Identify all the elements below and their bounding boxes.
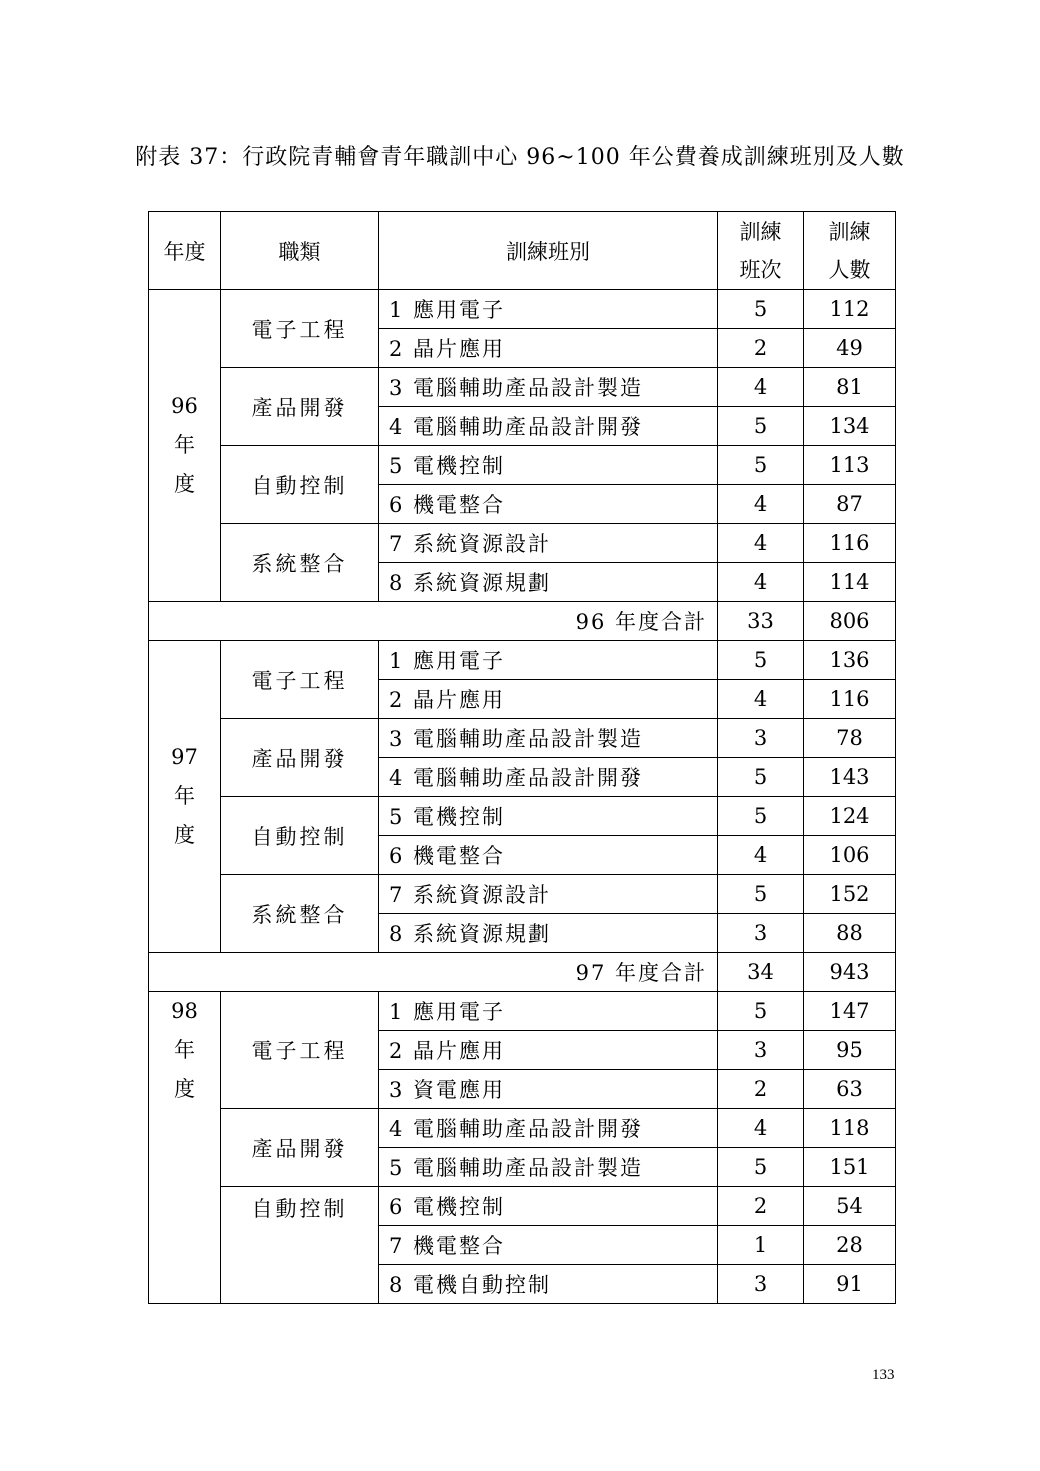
category-cell: 自動控制 [221, 797, 379, 875]
sessions-cell: 4 [718, 680, 804, 719]
course-cell: 6 機電整合 [379, 836, 718, 875]
sessions-cell: 4 [718, 836, 804, 875]
course-cell: 7 系統資源設計 [379, 524, 718, 563]
total-row [149, 953, 896, 992]
category-cell: 電子工程 [221, 641, 379, 719]
category-cell: 產品開發 [221, 719, 379, 797]
table-row [149, 992, 896, 1031]
people-cell: 116 [804, 524, 896, 563]
course-cell: 4 電腦輔助產品設計開發 [379, 1109, 718, 1148]
people-cell: 147 [804, 992, 896, 1031]
year-char: 年 [174, 1038, 195, 1062]
people-cell: 143 [804, 758, 896, 797]
people-cell: 134 [804, 407, 896, 446]
sessions-cell: 5 [718, 641, 804, 680]
people-cell: 106 [804, 836, 896, 875]
header-people-line1: 訓練 [828, 219, 871, 244]
course-cell: 8 系統資源規劃 [379, 563, 718, 602]
category-cell: 系統整合 [221, 524, 379, 602]
people-cell: 151 [804, 1148, 896, 1187]
sessions-cell: 4 [718, 563, 804, 602]
year-cell-98 [149, 992, 221, 1304]
people-cell: 91 [804, 1265, 896, 1304]
sessions-cell: 4 [718, 1109, 804, 1148]
year-char: 度 [174, 823, 195, 847]
year-number: 98 [171, 999, 198, 1023]
category-cell: 系統整合 [221, 875, 379, 953]
people-cell: 63 [804, 1070, 896, 1109]
sessions-cell: 5 [718, 290, 804, 329]
sessions-cell: 4 [718, 485, 804, 524]
course-cell: 3 電腦輔助產品設計製造 [379, 368, 718, 407]
people-cell: 114 [804, 563, 896, 602]
total-row [149, 602, 896, 641]
course-cell: 7 機電整合 [379, 1226, 718, 1265]
table-row [149, 719, 896, 758]
total-sessions: 34 [718, 953, 804, 992]
sessions-cell: 5 [718, 1148, 804, 1187]
total-label: 96 年度合計 [149, 602, 718, 641]
course-cell: 3 電腦輔助產品設計製造 [379, 719, 718, 758]
table-row [149, 290, 896, 329]
course-cell: 2 晶片應用 [379, 329, 718, 368]
sessions-cell: 3 [718, 1031, 804, 1070]
people-cell: 54 [804, 1187, 896, 1226]
header-category: 職類 [221, 212, 379, 290]
course-cell: 8 電機自動控制 [379, 1265, 718, 1304]
people-cell: 152 [804, 875, 896, 914]
sessions-cell: 2 [718, 329, 804, 368]
course-cell: 8 系統資源規劃 [379, 914, 718, 953]
header-year: 年度 [149, 212, 221, 290]
table-row [149, 446, 896, 485]
year-char: 年 [174, 784, 195, 808]
table-row [149, 641, 896, 680]
course-cell: 1 應用電子 [379, 641, 718, 680]
course-cell: 2 晶片應用 [379, 1031, 718, 1070]
category-cell: 電子工程 [221, 992, 379, 1109]
category-cell: 產品開發 [221, 368, 379, 446]
category-cell: 自動控制 [221, 446, 379, 524]
year-cell-97 [149, 641, 221, 953]
course-cell: 6 機電整合 [379, 485, 718, 524]
sessions-cell: 1 [718, 1226, 804, 1265]
header-people [804, 212, 896, 290]
people-cell: 113 [804, 446, 896, 485]
course-cell: 5 電腦輔助產品設計製造 [379, 1148, 718, 1187]
header-people-line2: 人數 [828, 257, 871, 282]
people-cell: 49 [804, 329, 896, 368]
people-cell: 78 [804, 719, 896, 758]
category-cell: 產品開發 [221, 1109, 379, 1187]
people-cell: 124 [804, 797, 896, 836]
sessions-cell: 3 [718, 1265, 804, 1304]
course-cell: 7 系統資源設計 [379, 875, 718, 914]
sessions-cell: 5 [718, 407, 804, 446]
sessions-cell: 4 [718, 524, 804, 563]
sessions-cell: 2 [718, 1187, 804, 1226]
sessions-cell: 5 [718, 758, 804, 797]
header-sessions [718, 212, 804, 290]
sessions-cell: 5 [718, 992, 804, 1031]
course-cell: 3 資電應用 [379, 1070, 718, 1109]
sessions-cell: 3 [718, 914, 804, 953]
course-cell: 4 電腦輔助產品設計開發 [379, 407, 718, 446]
table-row [149, 368, 896, 407]
course-cell: 2 晶片應用 [379, 680, 718, 719]
people-cell: 116 [804, 680, 896, 719]
year-number: 96 [171, 394, 198, 418]
header-row [149, 212, 896, 290]
year-char: 度 [174, 1077, 195, 1101]
course-cell: 5 電機控制 [379, 797, 718, 836]
year-char: 度 [174, 472, 195, 496]
people-cell: 136 [804, 641, 896, 680]
people-cell: 95 [804, 1031, 896, 1070]
page-number: 133 [872, 1367, 895, 1383]
table-row [149, 1187, 896, 1226]
total-people: 806 [804, 602, 896, 641]
training-table [148, 211, 896, 1304]
header-course: 訓練班別 [379, 212, 718, 290]
year-char: 年 [174, 433, 195, 457]
sessions-cell: 5 [718, 797, 804, 836]
total-label: 97 年度合計 [149, 953, 718, 992]
header-sessions-line2: 班次 [739, 257, 782, 282]
total-people: 943 [804, 953, 896, 992]
category-cell: 自動控制 [221, 1187, 379, 1304]
course-cell: 4 電腦輔助產品設計開發 [379, 758, 718, 797]
header-sessions-line1: 訓練 [739, 219, 782, 244]
people-cell: 112 [804, 290, 896, 329]
total-sessions: 33 [718, 602, 804, 641]
table-row [149, 875, 896, 914]
course-cell: 1 應用電子 [379, 992, 718, 1031]
table-row [149, 1109, 896, 1148]
people-cell: 28 [804, 1226, 896, 1265]
course-cell: 6 電機控制 [379, 1187, 718, 1226]
table-row [149, 797, 896, 836]
table-title: 附表 37：行政院青輔會青年職訓中心 96~100 年公費養成訓練班別及人數 [135, 145, 905, 170]
people-cell: 118 [804, 1109, 896, 1148]
year-cell-96 [149, 290, 221, 602]
course-cell: 1 應用電子 [379, 290, 718, 329]
people-cell: 87 [804, 485, 896, 524]
course-cell: 5 電機控制 [379, 446, 718, 485]
category-cell: 電子工程 [221, 290, 379, 368]
sessions-cell: 5 [718, 875, 804, 914]
people-cell: 81 [804, 368, 896, 407]
people-cell: 88 [804, 914, 896, 953]
table-row [149, 524, 896, 563]
year-number: 97 [171, 745, 198, 769]
sessions-cell: 3 [718, 719, 804, 758]
sessions-cell: 2 [718, 1070, 804, 1109]
sessions-cell: 4 [718, 368, 804, 407]
sessions-cell: 5 [718, 446, 804, 485]
